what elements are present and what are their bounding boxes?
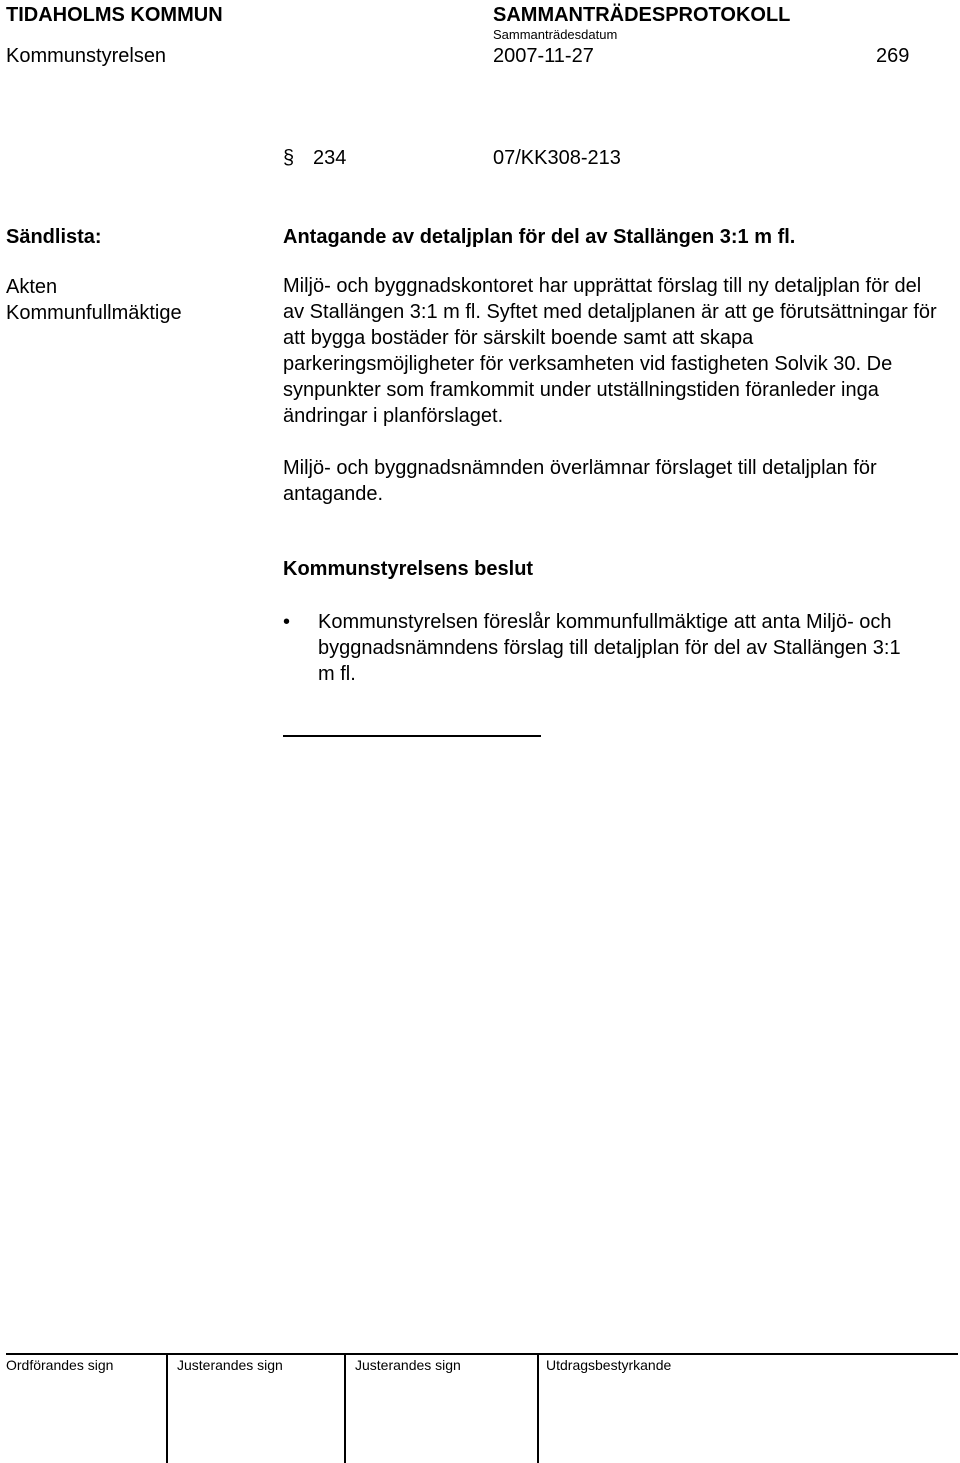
signature-separator bbox=[166, 1353, 168, 1463]
subject-title: Antagande av detaljplan för del av Stallängen 3:1 m fl. bbox=[283, 226, 796, 248]
meeting-date-label: Sammanträdesdatum bbox=[493, 27, 618, 42]
recipient-item: Kommunfullmäktige bbox=[6, 302, 182, 324]
organization-name: TIDAHOLMS KOMMUN bbox=[6, 4, 223, 26]
footer-divider bbox=[6, 1353, 958, 1355]
signature-label-chair: Ordförandes sign bbox=[6, 1357, 114, 1373]
section-symbol: § bbox=[283, 147, 295, 169]
recipient-item: Akten bbox=[6, 276, 58, 298]
signature-label-adjuster-1: Justerandes sign bbox=[177, 1357, 283, 1373]
distribution-label: Sändlista: bbox=[6, 226, 102, 248]
signature-separator bbox=[344, 1353, 346, 1463]
section-number: 234 bbox=[313, 147, 347, 169]
signature-label-certified: Utdragsbestyrkande bbox=[546, 1357, 672, 1373]
section-line bbox=[283, 146, 346, 170]
document-type: SAMMANTRÄDESPROTOKOLL bbox=[493, 4, 791, 26]
decision-item: Kommunstyrelsen föreslår kommunfullmäktige att anta Miljö- och byggnadsnämndens förslag till detaljplan för del av Stallängen 3:1 m fl. bbox=[318, 611, 901, 685]
bullet-icon: • bbox=[283, 611, 291, 633]
signature-label-adjuster-2: Justerandes sign bbox=[355, 1357, 461, 1373]
case-reference: 07/KK308-213 bbox=[493, 147, 621, 169]
page-number: 269 bbox=[876, 45, 910, 67]
closing-divider bbox=[283, 735, 541, 737]
body-paragraph: Miljö- och byggnadskontoret har upprättat förslag till ny detaljplan för del av Stallängen 3:1 m fl. Syftet med detaljplanen är att ge förutsättningar för att bygga bostäder för särskilt boende samt att skapa parkeringsmöjligheter för verksamheten vid fastigheten Solvik 30. De synpunkter som framkommit under utställningstiden föranleder inga ändringar i planförslaget. bbox=[283, 275, 937, 427]
meeting-date: 2007-11-27 bbox=[493, 45, 594, 67]
committee-name: Kommunstyrelsen bbox=[6, 45, 167, 67]
body-paragraph: Miljö- och byggnadsnämnden överlämnar förslaget till detaljplan för antagande. bbox=[283, 457, 877, 505]
decision-heading: Kommunstyrelsens beslut bbox=[283, 558, 534, 580]
signature-separator bbox=[537, 1353, 539, 1463]
